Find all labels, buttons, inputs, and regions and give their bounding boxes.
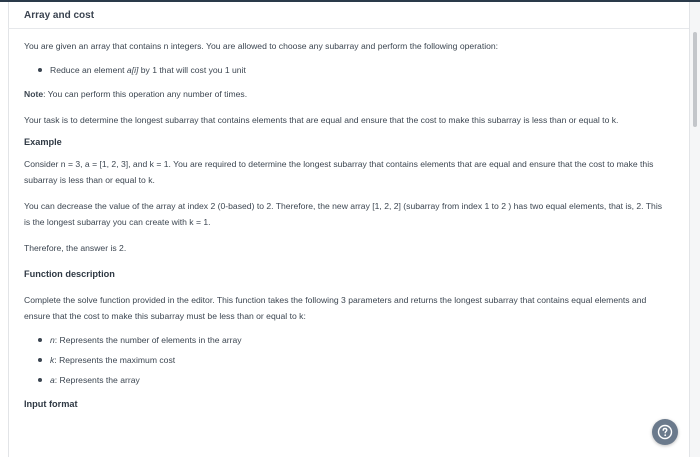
parameter-item — [38, 350, 664, 370]
parameter-desc: : Represents the array — [54, 375, 140, 385]
operation-var: a[i] — [126, 65, 139, 75]
bullet-icon — [38, 68, 42, 72]
example-heading: Example — [24, 137, 62, 147]
operation-list — [24, 60, 664, 80]
scrollbar[interactable] — [690, 2, 700, 457]
operation-suffix: by 1 that will cost you 1 unit — [138, 65, 246, 75]
function-description-text: Complete the solve function provided in the editor. This function takes the following 3 parameters and returns the longest subarray that contains equal elements and ensure that the cost to make this subarray must be less than or equal to k: — [24, 295, 647, 321]
note-text — [24, 86, 664, 102]
question-circle-icon — [657, 424, 673, 440]
operation-prefix: Reduce an element — [50, 65, 127, 75]
bullet-icon — [38, 378, 42, 382]
problem-statement — [24, 38, 664, 412]
parameter-item — [38, 330, 664, 350]
scrollbar-thumb[interactable] — [693, 32, 697, 127]
note-body: : You can perform this operation any number of times. — [43, 89, 248, 99]
input-format-heading: Input format — [24, 399, 78, 409]
example-consider: Consider n = 3, a = [1, 2, 3], and k = 1. You are required to determine the longest subarray that contains elements that are equal and ensure that the cost to make this subarray is less than or equal to k. — [24, 159, 654, 185]
operation-item — [38, 60, 664, 80]
parameter-desc: : Represents the number of elements in the array — [54, 335, 242, 345]
problem-title: Array and cost — [24, 10, 95, 21]
parameter-name: a — [50, 375, 55, 385]
bullet-icon — [38, 338, 42, 342]
intro-text: You are given an array that contains n integers. You are allowed to choose any subarray and perform the following operation: — [24, 41, 499, 51]
parameter-name: k — [50, 355, 55, 365]
title-divider — [8, 28, 689, 29]
parameter-item — [38, 370, 664, 390]
example-answer: Therefore, the answer is 2. — [24, 243, 127, 253]
parameter-list — [24, 330, 664, 390]
parameter-name: n — [50, 335, 55, 345]
function-description-heading: Function description — [24, 269, 115, 279]
parameter-desc: : Represents the maximum cost — [54, 355, 176, 365]
example-explanation: You can decrease the value of the array at index 2 (0-based) to 2. Therefore, the new array [1, 2, 2] (subarray from index 1 to 2 ) has two equal elements, that is, 2. This is the longest subarray you can create with k = 1. — [24, 201, 663, 227]
bullet-icon — [38, 358, 42, 362]
help-button[interactable] — [652, 419, 678, 445]
task-text: Your task is to determine the longest subarray that contains elements that are equal and ensure that the cost to make this subarray is less than or equal to k. — [24, 115, 619, 125]
note-label: Note — [24, 89, 44, 99]
